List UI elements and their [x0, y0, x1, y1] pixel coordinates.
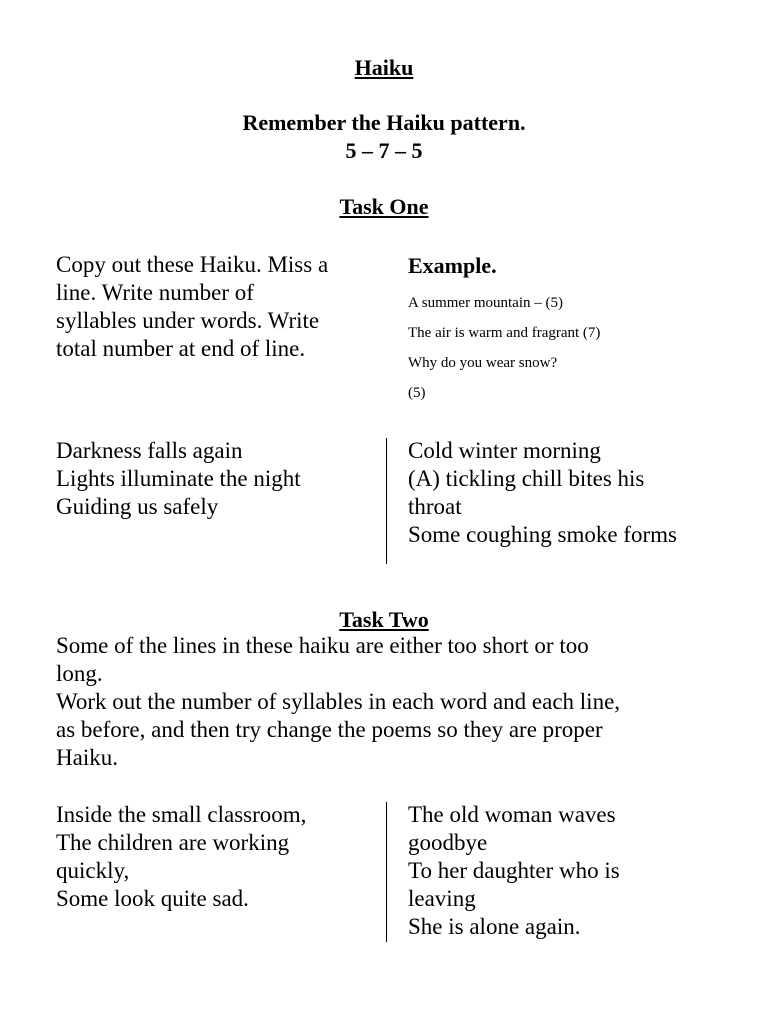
page-title-text: Haiku	[354, 55, 414, 80]
haiku-line: Guiding us safely	[56, 494, 219, 519]
instruction-line: Copy out these Haiku. Miss a	[56, 252, 329, 277]
task-one-instructions	[56, 251, 386, 363]
task-two-heading	[0, 606, 768, 634]
task-one-haiku-left	[56, 437, 376, 521]
task-one-heading-text: Task One	[339, 194, 429, 219]
column-divider	[386, 802, 387, 942]
haiku-line: Some coughing smoke forms	[408, 522, 677, 547]
haiku-line: leaving	[408, 886, 476, 911]
example-line: The air is warm and fragrant (7)	[408, 325, 601, 341]
haiku-line: throat	[408, 494, 462, 519]
instruction-line: total number at end of line.	[56, 336, 306, 361]
instruction-line: line. Write number of	[56, 280, 254, 305]
haiku-line: Inside the small classroom,	[56, 802, 307, 827]
example-line: A summer mountain – (5)	[408, 295, 563, 311]
column-divider	[386, 438, 387, 564]
haiku-line: Some look quite sad.	[56, 886, 249, 911]
haiku-line: quickly,	[56, 858, 130, 883]
example-title: Example.	[408, 253, 497, 278]
example-lines	[408, 288, 738, 408]
task-two-instructions	[56, 632, 736, 772]
instruction-line: Work out the number of syllables in each word and each line,	[56, 689, 621, 714]
example-block	[408, 252, 738, 408]
instruction-line: as before, and then try change the poems so they are proper	[56, 717, 603, 742]
page-title	[0, 54, 768, 82]
haiku-line: (A) tickling chill bites his	[408, 466, 645, 491]
task-one-haiku-right	[408, 437, 738, 549]
task-two-haiku-right	[408, 801, 738, 941]
haiku-line: The children are working	[56, 830, 290, 855]
task-two-heading-text: Task Two	[339, 607, 429, 632]
task-one-heading	[0, 193, 768, 221]
haiku-line: She is alone again.	[408, 914, 581, 939]
pattern-value: 5 – 7 – 5	[345, 138, 423, 163]
instruction-line: long.	[56, 661, 103, 686]
example-line: Why do you wear snow?	[408, 355, 558, 371]
instruction-line: Some of the lines in these haiku are either too short or too	[56, 633, 589, 658]
example-line: (5)	[408, 385, 426, 401]
haiku-line: Darkness falls again	[56, 438, 243, 463]
haiku-line: goodbye	[408, 830, 488, 855]
task-two-haiku-left	[56, 801, 376, 913]
haiku-line: Cold winter morning	[408, 438, 601, 463]
instruction-line: syllables under words. Write	[56, 308, 320, 333]
pattern-heading: Remember the Haiku pattern.	[242, 110, 526, 135]
haiku-line: The old woman waves	[408, 802, 616, 827]
haiku-line: To her daughter who is	[408, 858, 620, 883]
haiku-line: Lights illuminate the night	[56, 466, 301, 491]
instruction-line: Haiku.	[56, 745, 118, 770]
